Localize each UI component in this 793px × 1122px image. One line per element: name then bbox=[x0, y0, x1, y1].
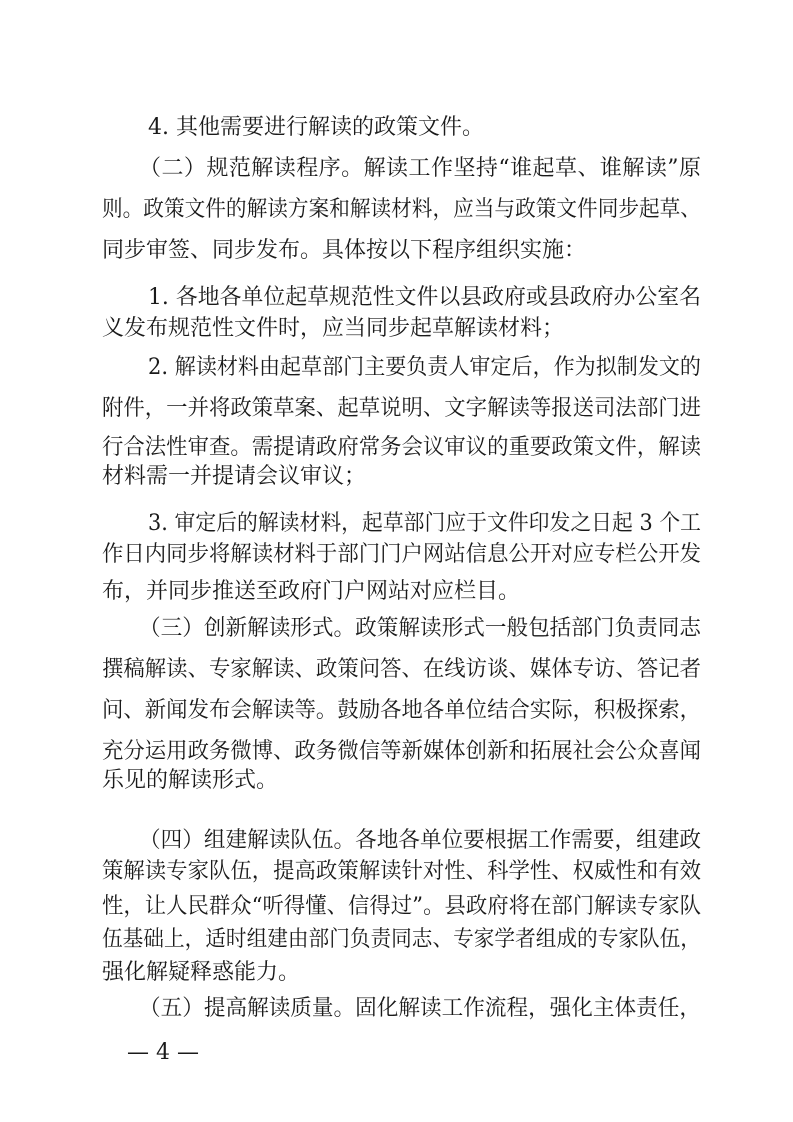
text-line: （五）提高解读质量。固化解读工作流程，强化主体责任， bbox=[139, 996, 702, 1021]
text-line: 3. 审定后的解读材料，起草部门应于文件印发之日起 3 个工 bbox=[148, 511, 702, 536]
text-line: 2. 解读材料由起草部门主要负责人审定后，作为拟制发文的 bbox=[148, 355, 701, 380]
text-line: 4. 其他需要进行解读的政策文件。 bbox=[148, 115, 484, 140]
text-line: 布，并同步推送至政府门户网站对应栏目。 bbox=[102, 579, 521, 604]
text-line: 问、新闻发布会解读等。鼓励各地各单位结合实际，积极探索， bbox=[102, 698, 702, 723]
text-line: 撰稿解读、专家解读、政策问答、在线访谈、媒体专访、答记者 bbox=[102, 657, 702, 682]
text-line: 材料需一并提请会议审议； bbox=[102, 464, 367, 489]
text-line: （二）规范解读程序。解读工作坚持“谁起草、谁解读”原 bbox=[139, 156, 702, 181]
text-line: 作日内同步将解读材料于部门门户网站信息公开对应专栏公开发 bbox=[102, 542, 702, 567]
text-line: 充分运用政务微博、政务微信等新媒体创新和拓展社会公众喜闻 bbox=[102, 739, 702, 764]
text-line: 行合法性审查。需提请政府常务会议审议的重要政策文件，解读 bbox=[102, 435, 702, 460]
text-line: （四）组建解读队伍。各地各单位要根据工作需要，组建政 bbox=[139, 828, 702, 853]
text-line: 性，让人民群众“听得懂、信得过”。县政府将在部门解读专家队 bbox=[102, 894, 701, 919]
text-line: 同步审签、同步发布。具体按以下程序组织实施： bbox=[102, 238, 587, 263]
text-line: 乐见的解读形式。 bbox=[102, 768, 279, 793]
text-line: 强化解疑释惑能力。 bbox=[102, 960, 301, 985]
text-line: 策解读专家队伍，提高政策解读针对性、科学性、权威性和有效 bbox=[102, 859, 702, 884]
text-line: 则。政策文件的解读方案和解读材料，应当与政策文件同步起草、 bbox=[102, 197, 701, 222]
text-line: （三）创新解读形式。政策解读形式一般包括部门负责同志 bbox=[139, 616, 702, 641]
text-line: 义发布规范性文件时，应当同步起草解读材料； bbox=[102, 316, 565, 341]
text-line: 伍基础上，适时组建由部门负责同志、专家学者组成的专家队伍， bbox=[102, 927, 701, 952]
text-line: 1. 各地各单位起草规范性文件以县政府或县政府办公室名 bbox=[148, 285, 701, 310]
text-line: 附件，一并将政策草案、起草说明、文字解读等报送司法部门进 bbox=[102, 396, 702, 421]
page-number: — 4 — bbox=[127, 1040, 199, 1065]
